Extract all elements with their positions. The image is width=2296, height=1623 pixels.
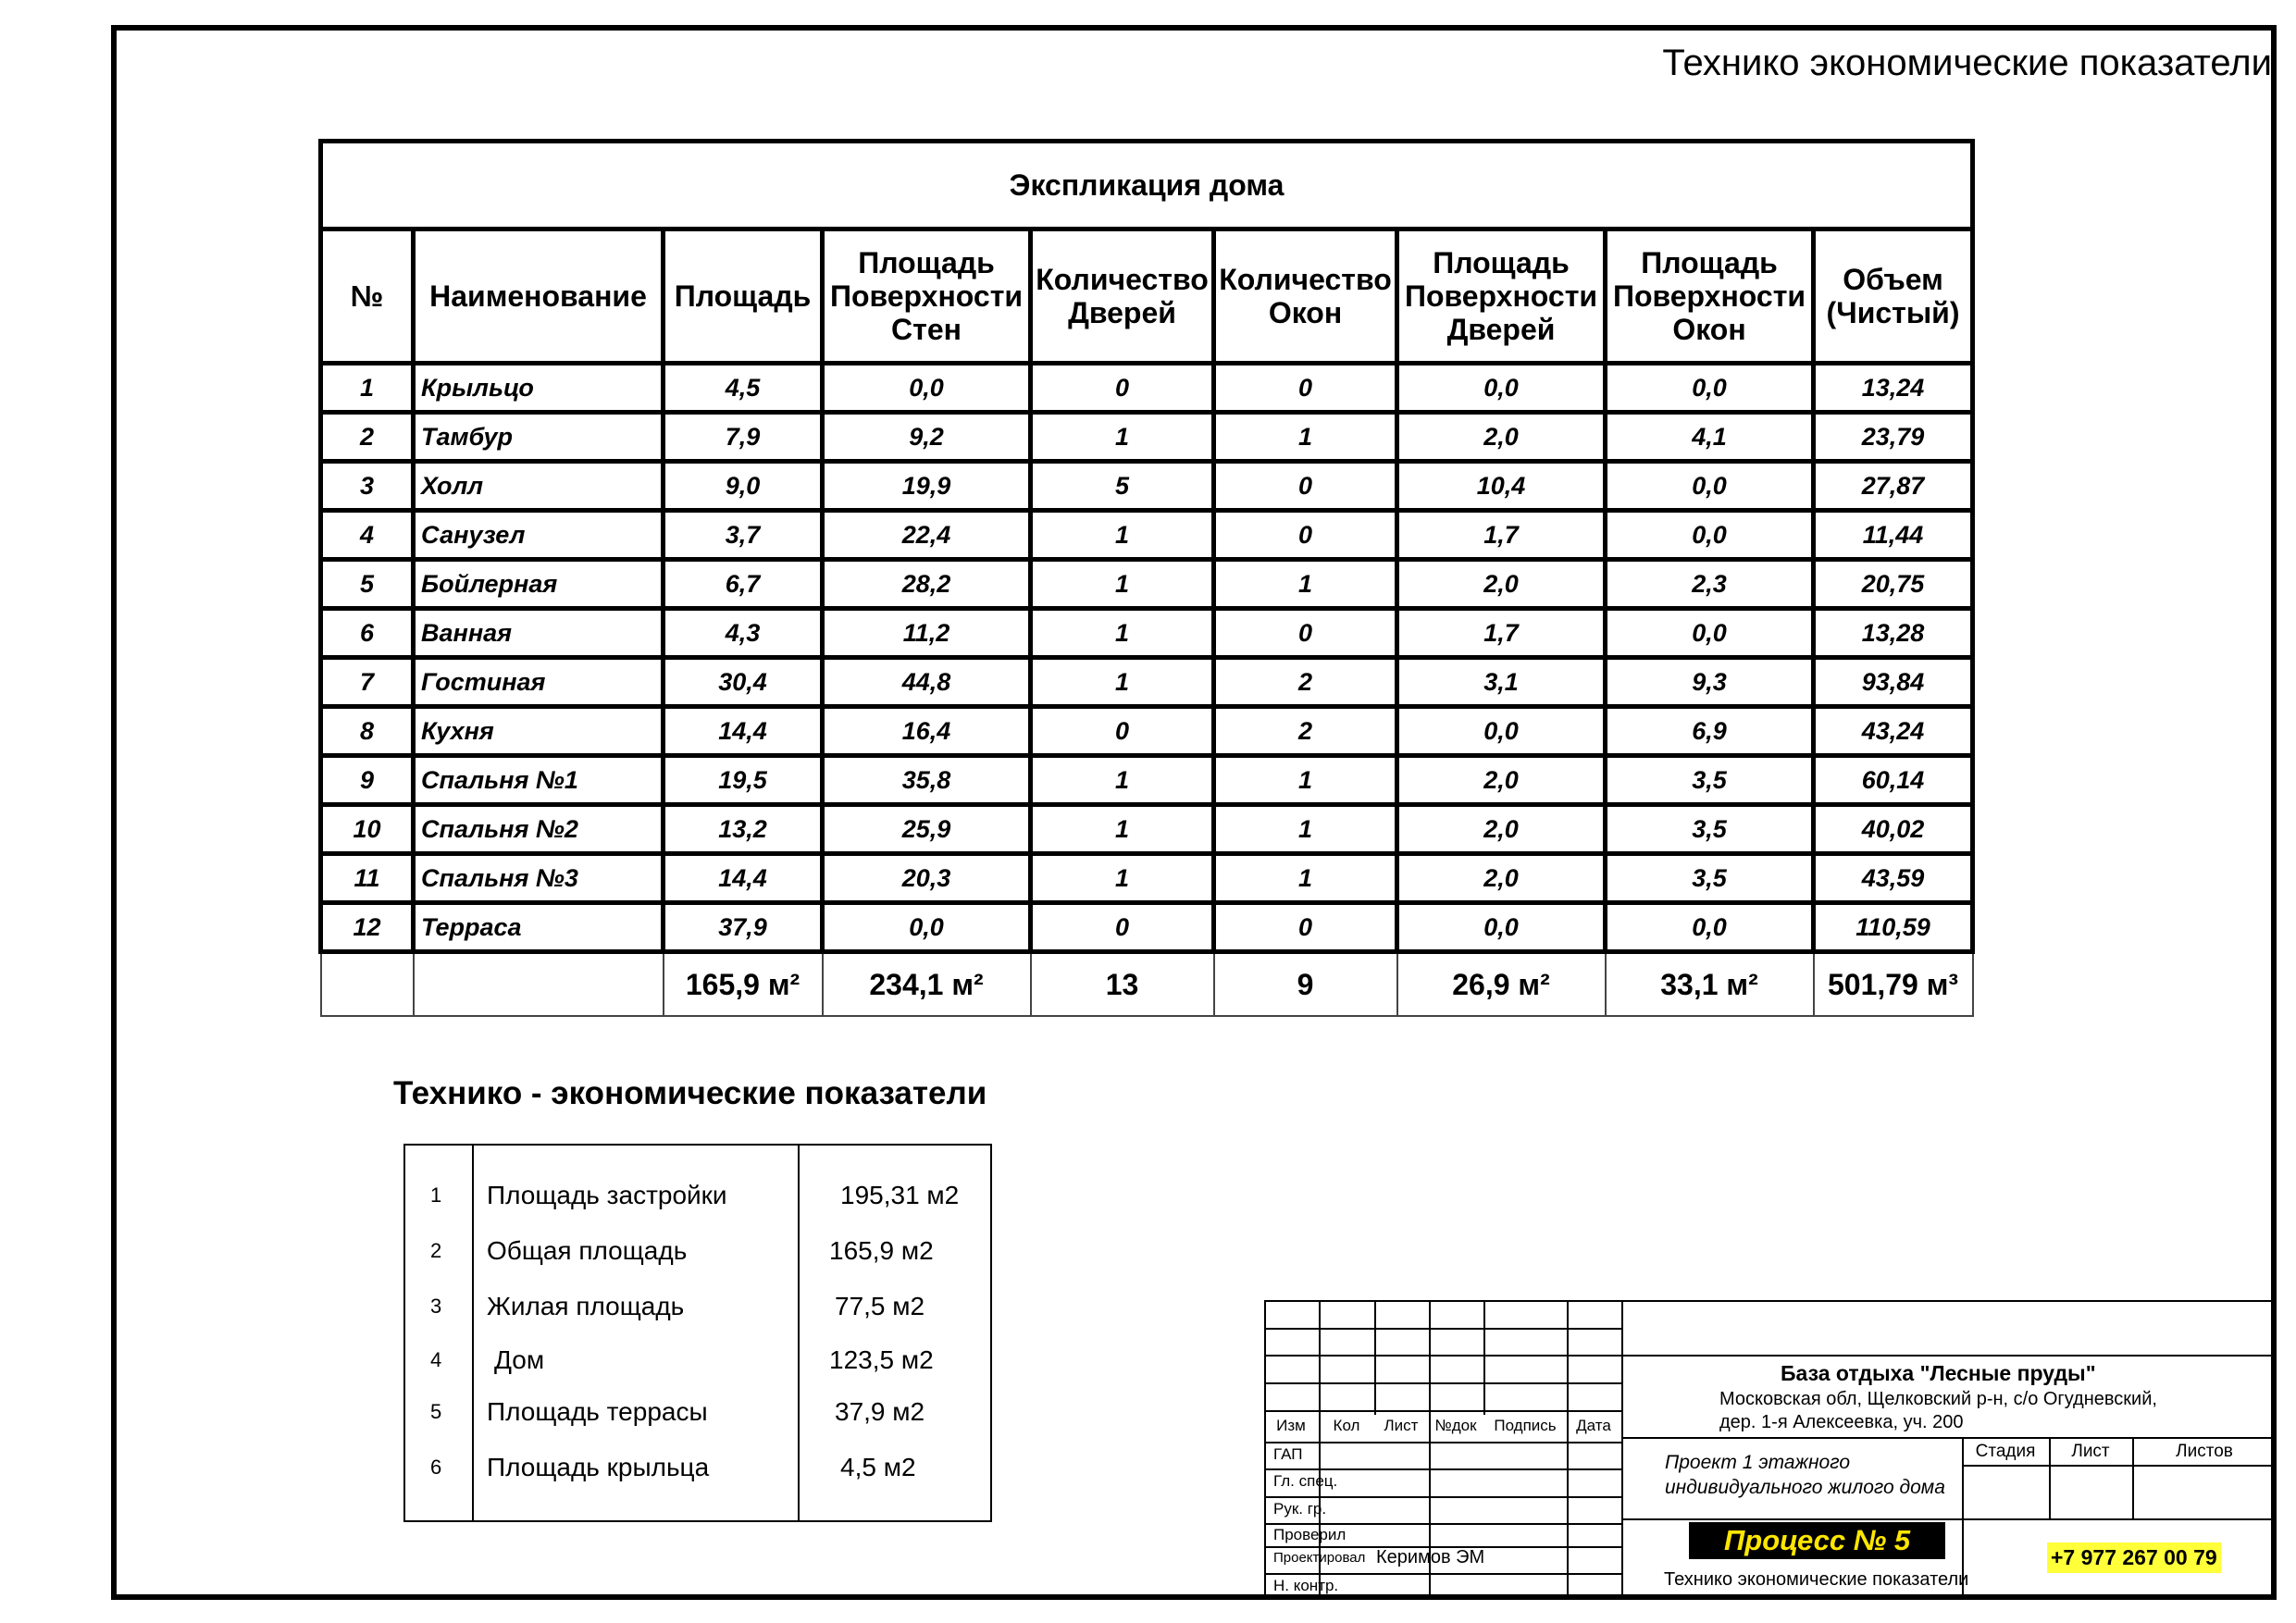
stamp-line [1623,1355,2277,1357]
stamp-line [1623,1437,2277,1439]
cell-num: 3 [321,462,414,511]
tep-item-label: Общая площадь [487,1236,688,1265]
tep-item-label: Жилая площадь [487,1292,685,1320]
cell-window-area: 3,5 [1606,854,1814,903]
table-row [321,462,1973,511]
cell-num: 4 [321,511,414,560]
cell-doors: 1 [1031,756,1214,805]
stamp-line [2132,1437,2134,1518]
stamp-line [1264,1442,1621,1443]
cell-wall: 19,9 [823,462,1031,511]
cell-num: 8 [321,707,414,756]
cell-name: Гостиная [414,658,664,707]
cell-window-area: 6,9 [1606,707,1814,756]
cell-window-area: 0,0 [1606,462,1814,511]
total-window-area: 33,1 м² [1606,952,1814,1017]
column-header: Наименование [414,229,664,364]
cell-name: Холл [414,462,664,511]
cell-name: Терраса [414,903,664,952]
stamp-line [1264,1382,1621,1384]
cell-area: 4,3 [664,609,823,658]
tep-item-value: 37,9 м2 [835,1397,925,1426]
cell-window-area: 2,3 [1606,560,1814,609]
column-header: Объем (Чистый) [1814,229,1973,364]
cell-name: Крыльцо [414,364,664,413]
sheet-title: Технико экономические показатели [1662,43,2272,83]
stamp-col-header: Дата [1576,1417,1611,1434]
total-wall: 234,1 м² [823,952,1031,1017]
cell-windows: 1 [1214,413,1397,462]
total-windows: 9 [1214,952,1397,1017]
cell-wall: 11,2 [823,609,1031,658]
project-line-2: индивидуального жилого дома [1665,1477,1945,1498]
tep-item-number: 4 [430,1348,442,1371]
cell-doors: 1 [1031,609,1214,658]
tep-item-value: 195,31 м2 [840,1181,960,1209]
stamp-line [1264,1355,1621,1357]
cell-wall: 22,4 [823,511,1031,560]
column-header: Площадь Поверхности Стен [823,229,1031,364]
cell-wall: 0,0 [823,364,1031,413]
table-row [321,560,1973,609]
stamp-role: ГАП [1273,1445,1303,1463]
cell-volume: 93,84 [1814,658,1973,707]
tep-item-number: 3 [430,1295,442,1318]
explication-title: Экспликация дома [321,142,1973,229]
table-row [321,511,1973,560]
table-row [321,364,1973,413]
stamp-line [1264,1523,1621,1525]
table-row [321,609,1973,658]
total-door-area: 26,9 м² [1397,952,1606,1017]
explication-table [318,139,1975,1017]
cell-window-area: 9,3 [1606,658,1814,707]
cell-area: 30,4 [664,658,823,707]
cell-name: Санузел [414,511,664,560]
stamp-role: Н. контр. [1273,1577,1339,1594]
cell-door-area: 2,0 [1397,560,1606,609]
tep-divider [472,1146,474,1520]
phone-number: +7 977 267 00 79 [2047,1542,2221,1573]
stamp-line [1264,1573,1621,1575]
stamp-line [1567,1300,1569,1600]
address-line-2: дер. 1-я Алексеевка, уч. 200 [1719,1412,1964,1432]
cell-windows: 0 [1214,462,1397,511]
tep-item-label: Площадь застройки [487,1181,727,1209]
tep-divider [798,1146,800,1520]
cell-area: 4,5 [664,364,823,413]
tep-item-label: Площадь террасы [487,1397,708,1426]
cell-door-area: 1,7 [1397,511,1606,560]
cell-name: Бойлерная [414,560,664,609]
cell-volume: 20,75 [1814,560,1973,609]
cell-windows: 0 [1214,364,1397,413]
cell-windows: 0 [1214,511,1397,560]
cell-name: Спальня №3 [414,854,664,903]
cell-area: 19,5 [664,756,823,805]
cell-volume: 13,28 [1814,609,1973,658]
cell-door-area: 0,0 [1397,707,1606,756]
tep-item-label: Дом [494,1345,545,1374]
cell-num: 1 [321,364,414,413]
cell-wall: 35,8 [823,756,1031,805]
cell-door-area: 10,4 [1397,462,1606,511]
cell-windows: 0 [1214,903,1397,952]
stamp-col-header: Подпись [1494,1417,1557,1434]
column-header: № [321,229,414,364]
cell-num: 6 [321,609,414,658]
cell-wall: 20,3 [823,854,1031,903]
project-line-1: Проект 1 этажного [1665,1452,1850,1473]
cell-window-area: 0,0 [1606,364,1814,413]
stage-header: Лист [2071,1442,2110,1461]
cell-windows: 1 [1214,805,1397,854]
total-area: 165,9 м² [664,952,823,1017]
table-row [321,413,1973,462]
stage-header: Листов [2176,1442,2233,1461]
stamp-line [1264,1496,1621,1498]
tep-item-number: 6 [430,1456,442,1479]
stamp-col-header: Лист [1384,1417,1419,1434]
cell-doors: 1 [1031,511,1214,560]
stamp-role: Проверил [1273,1526,1347,1543]
stamp-line [1264,1410,1621,1412]
stamp-line [1264,1328,1621,1330]
cell-volume: 27,87 [1814,462,1973,511]
stamp-role: Гл. спец. [1273,1472,1338,1490]
stamp-line [1264,1300,2277,1302]
column-header: Площадь [664,229,823,364]
cell-num: 5 [321,560,414,609]
cell-door-area: 0,0 [1397,364,1606,413]
cell-area: 3,7 [664,511,823,560]
cell-doors: 5 [1031,462,1214,511]
cell-doors: 0 [1031,364,1214,413]
cell-windows: 2 [1214,707,1397,756]
org-name: База отдыха "Лесные пруды" [1781,1361,2096,1385]
tep-item-number: 1 [430,1183,442,1207]
cell-area: 37,9 [664,903,823,952]
tep-item-value: 165,9 м2 [829,1236,934,1265]
cell-doors: 1 [1031,805,1214,854]
stamp-line [1623,1518,2277,1520]
cell-windows: 1 [1214,854,1397,903]
cell-door-area: 3,1 [1397,658,1606,707]
cell-door-area: 2,0 [1397,756,1606,805]
tep-item-label: Площадь крыльца [487,1453,710,1481]
cell-area: 14,4 [664,854,823,903]
stamp-col-header: №док [1434,1417,1477,1434]
cell-door-area: 1,7 [1397,609,1606,658]
cell-doors: 1 [1031,658,1214,707]
stamp-col-header: Кол [1333,1417,1360,1434]
cell-wall: 0,0 [823,903,1031,952]
column-header: Площадь Поверхности Окон [1606,229,1814,364]
column-header: Количество Дверей [1031,229,1214,364]
address-line-1: Московская обл, Щелковский р-н, с/о Огудневский, [1719,1389,2157,1409]
cell-volume: 43,59 [1814,854,1973,903]
cell-window-area: 0,0 [1606,903,1814,952]
table-row [321,903,1973,952]
stamp-line [1621,1300,1623,1600]
column-header: Площадь Поверхности Дверей [1397,229,1606,364]
cell-door-area: 2,0 [1397,854,1606,903]
tep-item-number: 2 [430,1239,442,1262]
cell-doors: 0 [1031,903,1214,952]
cell-volume: 23,79 [1814,413,1973,462]
table-row [321,707,1973,756]
tep-item-value: 4,5 м2 [840,1453,916,1481]
cell-windows: 1 [1214,756,1397,805]
tep-item-value: 123,5 м2 [829,1345,934,1374]
cell-window-area: 3,5 [1606,805,1814,854]
table-row [321,854,1973,903]
title-block [1264,1300,2277,1600]
cell-window-area: 0,0 [1606,511,1814,560]
cell-window-area: 3,5 [1606,756,1814,805]
cell-name: Кухня [414,707,664,756]
stamp-role: Рук. гр. [1273,1500,1327,1518]
cell-door-area: 2,0 [1397,413,1606,462]
table-row [321,805,1973,854]
cell-wall: 9,2 [823,413,1031,462]
cell-volume: 43,24 [1814,707,1973,756]
stamp-line [1264,1300,1266,1600]
stamp-line [1264,1468,1621,1470]
process-badge: Процесс № 5 [1689,1522,1945,1559]
cell-doors: 0 [1031,707,1214,756]
cell-wall: 28,2 [823,560,1031,609]
cell-doors: 1 [1031,854,1214,903]
column-header: Количество Окон [1214,229,1397,364]
cell-name: Спальня №1 [414,756,664,805]
cell-wall: 44,8 [823,658,1031,707]
cell-name: Тамбур [414,413,664,462]
total-volume: 501,79 м³ [1814,952,1973,1017]
designer-name: Керимов ЭМ [1376,1547,1485,1567]
cell-windows: 0 [1214,609,1397,658]
cell-volume: 110,59 [1814,903,1973,952]
table-row [321,658,1973,707]
cell-doors: 1 [1031,413,1214,462]
cell-windows: 2 [1214,658,1397,707]
total-doors: 13 [1031,952,1214,1017]
stamp-role: Проектировал [1273,1550,1366,1566]
cell-wall: 16,4 [823,707,1031,756]
tep-item-number: 5 [430,1400,442,1423]
cell-num: 12 [321,903,414,952]
cell-num: 9 [321,756,414,805]
cell-door-area: 2,0 [1397,805,1606,854]
cell-name: Ванная [414,609,664,658]
cell-wall: 25,9 [823,805,1031,854]
cell-window-area: 0,0 [1606,609,1814,658]
cell-volume: 60,14 [1814,756,1973,805]
cell-area: 13,2 [664,805,823,854]
cell-num: 7 [321,658,414,707]
cell-volume: 13,24 [1814,364,1973,413]
cell-area: 14,4 [664,707,823,756]
stamp-line [1962,1465,2277,1467]
stamp-line [2049,1437,2051,1518]
stamp-line [1374,1300,1376,1415]
totals-row [321,952,1973,1017]
tep-title: Технико - экономические показатели [393,1075,987,1111]
cell-windows: 1 [1214,560,1397,609]
cell-volume: 40,02 [1814,805,1973,854]
stamp-line [1483,1300,1485,1415]
cell-num: 11 [321,854,414,903]
cell-door-area: 0,0 [1397,903,1606,952]
cell-name: Спальня №2 [414,805,664,854]
tep-item-value: 77,5 м2 [835,1292,925,1320]
cell-area: 7,9 [664,413,823,462]
cell-volume: 11,44 [1814,511,1973,560]
cell-area: 6,7 [664,560,823,609]
cell-num: 10 [321,805,414,854]
cell-num: 2 [321,413,414,462]
stamp-col-header: Изм [1276,1417,1306,1434]
cell-area: 9,0 [664,462,823,511]
sheet-name: Технико экономические показатели [1664,1569,1969,1590]
table-row [321,756,1973,805]
tep-table [403,1144,992,1522]
cell-window-area: 4,1 [1606,413,1814,462]
stage-header: Стадия [1975,1442,2036,1461]
cell-doors: 1 [1031,560,1214,609]
